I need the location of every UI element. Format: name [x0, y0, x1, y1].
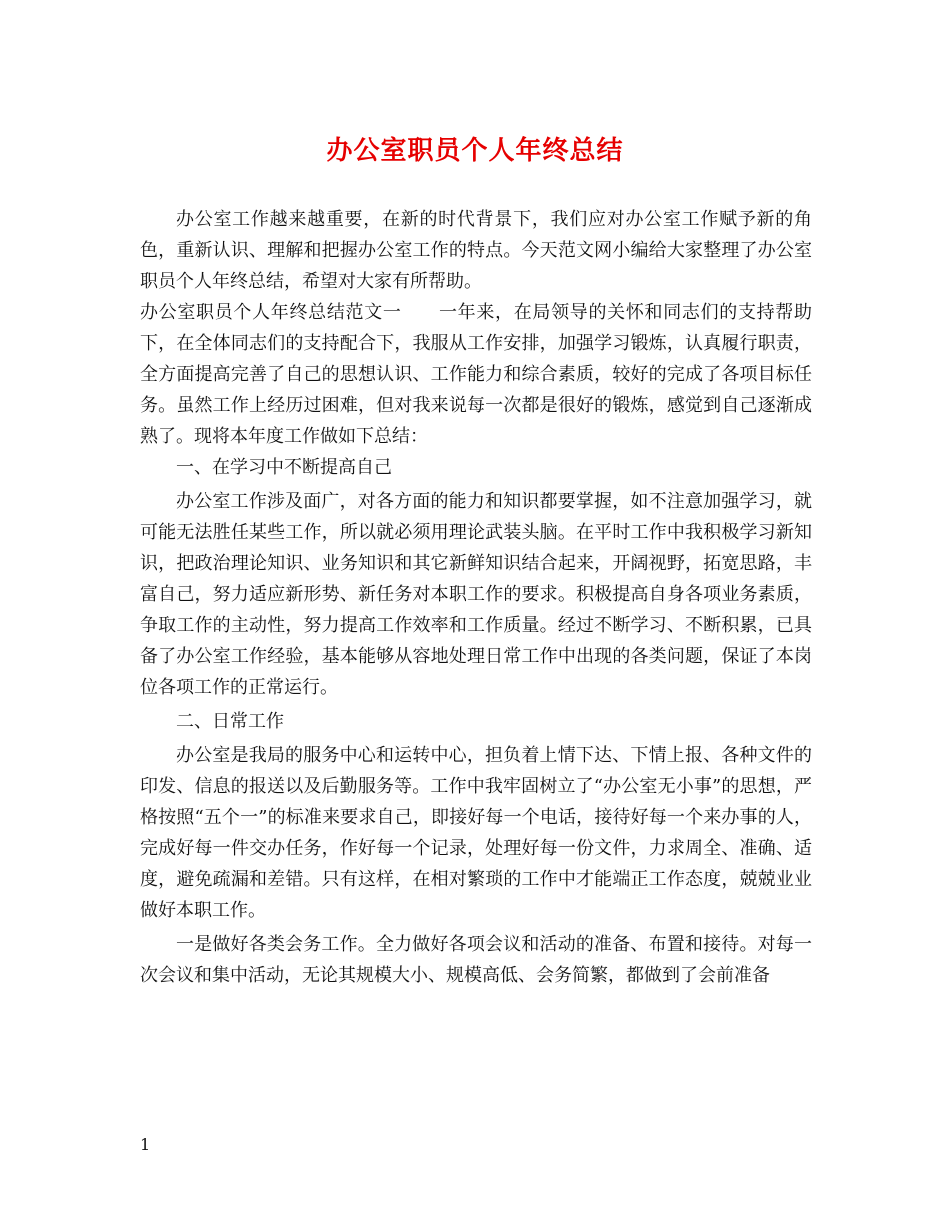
daily-work-paragraph: 办公室是我局的服务中心和运转中心，担负着上情下达、下情上报、各种文件的印发、信息的报送以及后勤服务等。工作中我牢固树立了“办公室无小事”的思想，严格按照“五个一”的标准来要求自己，即接好每一个电话，接待好每一个来办事的人，完成好每一件交办任务，作好每一个记录，处理好每一份文件，力求周全、准确、适度，避免疏漏和差错。只有这样，在相对繁琐的工作中才能端正工作态度，兢兢业业做好本职工作。	[140, 745, 812, 921]
heading-study: 一、在学习中不断提高自己	[176, 457, 392, 478]
section-intro-paragraph: 办公室职员个人年终总结范文一 一年来，在局领导的关怀和同志们的支持帮助下，在全体同志们的支持配合下，我服从工作安排，加强学习锻炼，认真履行职责，全方面提高完善了自己的思想认识、工作能力和综合素质，较好的完成了各项目标任务。虽然工作上经历过困难，但对我来说每一次都是很好的锻炼，感觉到自己逐渐成熟了。现将本年度工作做如下总结：	[140, 302, 812, 447]
study-paragraph: 办公室工作涉及面广，对各方面的能力和知识都要掌握，如不注意加强学习，就可能无法胜任某些工作，所以就必须用理论武装头脑。在平时工作中我积极学习新知识，把政治理论知识、业务知识和其它新鲜知识结合起来，开阔视野，拓宽思路，丰富自己，努力适应新形势、新任务对本职工作的要求。积极提高自身各项业务素质，争取工作的主动性，努力提高工作效率和工作质量。经过不断学习、不断积累，已具备了办公室工作经验，基本能够从容地处理日常工作中出现的各类问题，保证了本岗位各项工作的正常运行。	[140, 491, 812, 698]
meeting-work-paragraph: 一是做好各类会务工作。全力做好各项会议和活动的准备、布置和接待。对每一次会议和集中活动，无论其规模大小、规模高低、会务简繁，都做到了会前准备	[140, 934, 812, 986]
intro-paragraph: 办公室工作越来越重要，在新的时代背景下，我们应对办公室工作赋予新的角色，重新认识、理解和把握办公室工作的特点。今天范文网小编给大家整理了办公室职员个人年终总结，希望对大家有所帮助。	[140, 209, 812, 292]
document-body	[140, 204, 812, 991]
document-title: 办公室职员个人年终总结	[326, 136, 624, 166]
heading-daily-work: 二、日常工作	[176, 711, 284, 732]
page-number: 1	[140, 1135, 151, 1154]
